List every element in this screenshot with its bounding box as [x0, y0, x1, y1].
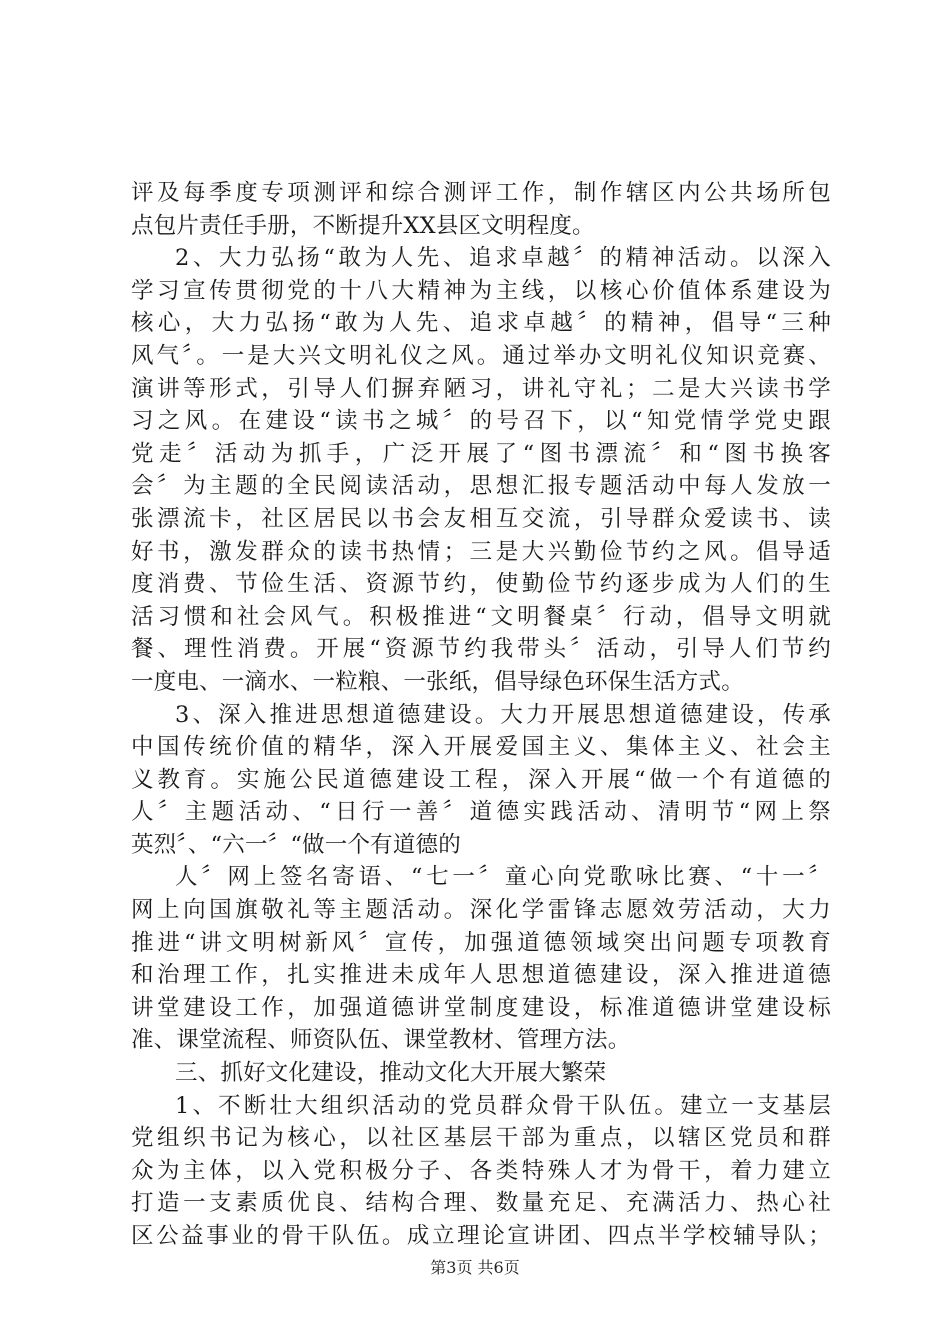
text-line: 英烈〞、“六一〞“做一个有道德的	[131, 831, 461, 858]
text-line: 习之风。在建设“读书之城〞的号召下，以“知党情学党史跟	[131, 408, 831, 435]
text-line: 评及每季度专项测评和综合测评工作，制作辖区内公共场所包	[131, 180, 831, 206]
text-line: 中国传统价值的精华，深入开展爱国主义、集体主义、社会主	[131, 734, 831, 761]
text-line: 推进“讲文明树新风〞宣传，加强道德领域突出问题专项教育	[131, 929, 831, 956]
text-line: 众为主体，以入党积极分子、各类特殊人才为骨干，着力建立	[131, 1157, 831, 1184]
text-line: 准、课堂流程、师资队伍、课堂教材、管理方法。	[131, 1027, 631, 1054]
text-line: 1、不断壮大组织活动的党员群众骨干队伍。建立一支基层	[175, 1092, 831, 1119]
text-line: 风气〞。一是大兴文明礼仪之风。通过举办文明礼仪知识竞赛、	[131, 342, 831, 369]
text-line: 餐、理性消费。开展“资源节约我带头〞活动，引导人们节约	[131, 636, 831, 663]
text-line: 义教育。实施公民道德建设工程，深入开展“做一个有道德的	[131, 766, 831, 793]
text-line: 活习惯和社会风气。积极推进“文明餐桌〞行动，倡导文明就	[131, 603, 831, 630]
text-line: 学习宣传贯彻党的十八大精神为主线，以核心价值体系建设为	[131, 277, 831, 304]
text-line: 度消费、节俭生活、资源节约，使勤俭节约逐步成为人们的生	[131, 571, 831, 598]
page-number-label: 第3页 共6页	[430, 1258, 520, 1277]
text-line: 党组织书记为核心，以社区基层干部为重点，以辖区党员和群	[131, 1125, 831, 1152]
text-line: 网上向国旗敬礼等主题活动。深化学雷锋志愿效劳活动，大力	[131, 897, 831, 924]
text-line: 和治理工作，扎实推进未成年人思想道德建设，深入推进道德	[131, 962, 831, 989]
text-line: 党走〞活动为抓手，广泛开展了“图书漂流〞和“图书换客	[131, 440, 831, 467]
text-line: 好书，激发群众的读书热情；三是大兴勤俭节约之风。倡导适	[131, 538, 831, 565]
text-line: 人〞网上签名寄语、“七一〞童心向党歌咏比赛、“十一〞	[175, 864, 831, 891]
text-line: 2、大力弘扬“敢为人先、追求卓越〞的精神活动。以深入	[175, 245, 831, 272]
text-line: 讲堂建设工作，加强道德讲堂制度建设，标准道德讲堂建设标	[131, 994, 831, 1021]
text-line: 核心，大力弘扬“敢为人先、追求卓越〞的精神，倡导“三种	[131, 310, 831, 337]
text-line: 3、深入推进思想道德建设。大力开展思想道德建设，传承	[175, 701, 831, 728]
text-line: 一度电、一滴水、一粒粮、一张纸，倡导绿色环保生活方式。	[131, 668, 744, 695]
text-line: 张漂流卡，社区居民以书会友相互交流，引导群众爱读书、读	[131, 505, 831, 532]
document-body	[131, 177, 831, 1253]
text-line: 人〞主题活动、“日行一善〞道德实践活动、清明节“网上祭	[131, 799, 831, 826]
text-line: 点包片责任手册，不断提升XX县区文明程度。	[131, 212, 595, 239]
page-footer	[0, 1258, 950, 1278]
text-line: 会〞为主题的全民阅读活动，思想汇报专题活动中每人发放一	[131, 473, 831, 500]
text-line: 打造一支素质优良、结构合理、数量充足、充满活力、热心社	[131, 1190, 831, 1217]
text-line: 三、抓好文化建设，推动文化大开展大繁荣	[175, 1060, 607, 1087]
text-line: 区公益事业的骨干队伍。成立理论宣讲团、四点半学校辅导队；	[131, 1223, 831, 1249]
text-line: 演讲等形式，引导人们摒弃陋习，讲礼守礼；二是大兴读书学	[131, 375, 831, 402]
